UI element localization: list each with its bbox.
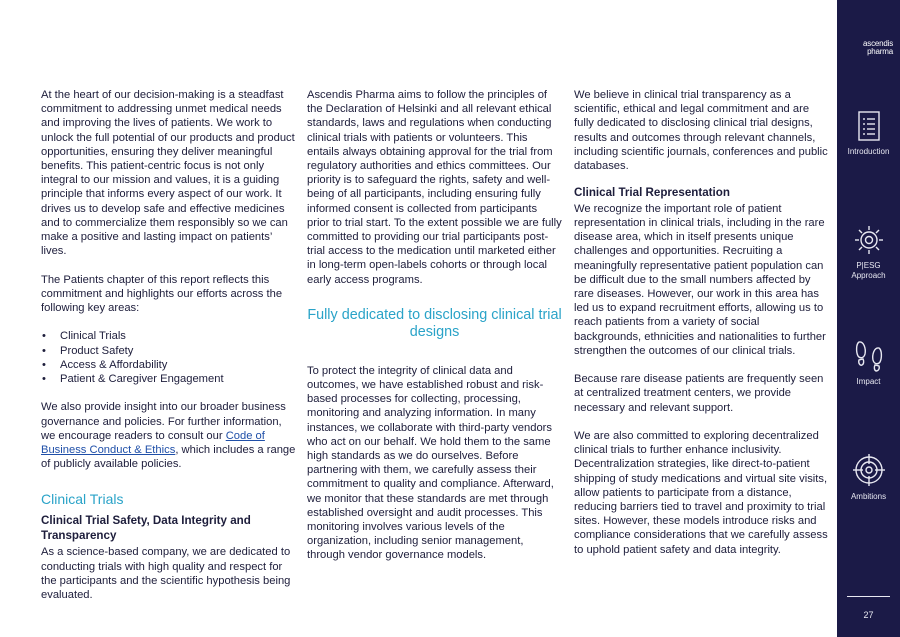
logo-line-1: ascendis — [863, 39, 893, 48]
nav-label-approach: Approach — [851, 271, 886, 280]
gear-sun-icon — [853, 224, 885, 256]
nav-introduction[interactable] — [837, 110, 900, 157]
helsinki-paragraph: Ascendis Pharma aims to follow the principles of the Declaration of Helsinki and all relevant ethical standards, laws and regulations when conducting clinical trials with patients or volunteers. This entails always obtaining approval for the trial from regulatory authorities and ethics committees. Our priority is to safeguard the rights, safety and well-being of all participants, including ensuring fully informed consent is collected from participants prior to trial start. To the extent possible we are fully committed to providing our trial participants post-trial access to the medication until marketed either in long-term open-labels cohorts or through local early access programs. — [307, 89, 562, 286]
science-paragraph: As a science-based company, we are dedicated to conducting trials with high quality and respect for the participants and the scientific hypothesis being evaluated. — [41, 546, 291, 602]
key-areas-list — [41, 329, 296, 386]
ascendis-logo — [845, 40, 893, 56]
page-number: 27 — [863, 610, 874, 620]
intro-paragraph: At the heart of our decision-making is a steadfast commitment to addressing unmet medical needs and improving the lives of patients. We work to unlock the full potential of our products and product opportunities, ensuring they deliver meaningful benefits. This patient-centric focus is not only integral to our mission and values, it is a guiding principle that informs every aspect of our work. It drives us to develop safe and effective medicines and to commercialize them responsibly so we can make a positive and lasting impact on patients’ lives. — [41, 89, 295, 258]
code-of-conduct-link[interactable]: Code of Business Conduct & Ethics — [41, 429, 265, 457]
nav-label-ambitions: Ambitions — [850, 492, 887, 501]
nav-ambitions[interactable] — [837, 453, 900, 502]
list-item: • Patient & Caregiver Engagement — [41, 372, 296, 386]
nav-label-pesg: P|ESG — [856, 261, 881, 270]
list-item: • Access & Affordability — [41, 358, 296, 372]
list-item: • Product Safety — [41, 344, 296, 358]
document-list-icon — [857, 110, 881, 142]
insight-text: We also provide insight into our broader business governance and policies. For further information, we encourage readers to consult our — [41, 401, 286, 442]
column-left — [41, 88, 296, 602]
decentralized-paragraph: We are also committed to exploring decentralized clinical trials to further enhance inclusivity. Decentralization strategies, like direct-to-patient shipping of study medications and virtual site visits, allow patients to participate from a distance, reducing barriers tied to travel and proximity to trial sites. However, these models introduce risks and compliance considerations that we carefully assess to uphold patient safety and data integrity. — [574, 429, 828, 556]
column-middle — [307, 88, 562, 563]
insight-text-end: , which includes a range of publicly available policies. — [41, 444, 296, 471]
list-item: • Clinical Trials — [41, 329, 296, 343]
chapter-paragraph: The Patients chapter of this report reflects this commitment and highlights our efforts across the following key areas: — [41, 273, 283, 315]
centers-paragraph: Because rare disease patients are frequently seen at centralized treatment centers, we provide necessary and relevant support. — [574, 373, 824, 414]
transparency-paragraph: We believe in clinical trial transparency as a scientific, ethical and legal commitment and are fully dedicated to disclosing clinical trial designs, results and outcomes through relevant channels, including scientific journals, conferences and public databases. — [574, 89, 828, 173]
sub-heading-safety: Clinical Trial Safety, Data Integrity and Transparency — [41, 514, 251, 542]
sub-heading-representation: Clinical Trial Representation — [574, 186, 730, 200]
nav-label-introduction: Introduction — [847, 147, 890, 156]
page-divider — [847, 596, 890, 597]
pull-quote: Fully dedicated to disclosing clinical trial designs — [307, 306, 562, 341]
column-right — [574, 88, 829, 557]
logo-line-2: pharma — [867, 47, 893, 56]
integrity-paragraph: To protect the integrity of clinical data and outcomes, we have established robust and risk-based processes for collecting, processing, monitoring and analyzing information. In many instances, we collaborate with third-party vendors who act on our behalf. We hold them to the same high standards as we do ourselves. Before partnering with them, we carefully assess their commitment to quality and compliance. Afterward, we monitor that these standards are met through established oversight and audit processes. This monitoring involves various levels of the organization, including senior management, through vendor governance models. — [307, 364, 554, 562]
footprints-icon — [854, 338, 884, 372]
representation-paragraph: We recognize the important role of patient representation in clinical trials, including in the rare disease area, which in itself presents unique challenges and opportunities. Recruiting a meaningfully representative patient population can be difficult due to the small numbers affected by rare diseases. However, our work in this area has led us to expand recruitment efforts, allowing us to reach patients from a variety of social backgrounds, ethnicities and nationalities to further strengthen the outcomes of our clinical trials. — [574, 202, 826, 357]
section-heading-clinical-trials: Clinical Trials — [41, 491, 124, 508]
nav-label-impact: Impact — [856, 377, 881, 386]
sidebar — [837, 0, 900, 637]
nav-esg-approach[interactable] — [837, 224, 900, 281]
target-icon — [852, 453, 886, 487]
insight-paragraph — [41, 400, 296, 471]
nav-impact[interactable] — [837, 338, 900, 387]
